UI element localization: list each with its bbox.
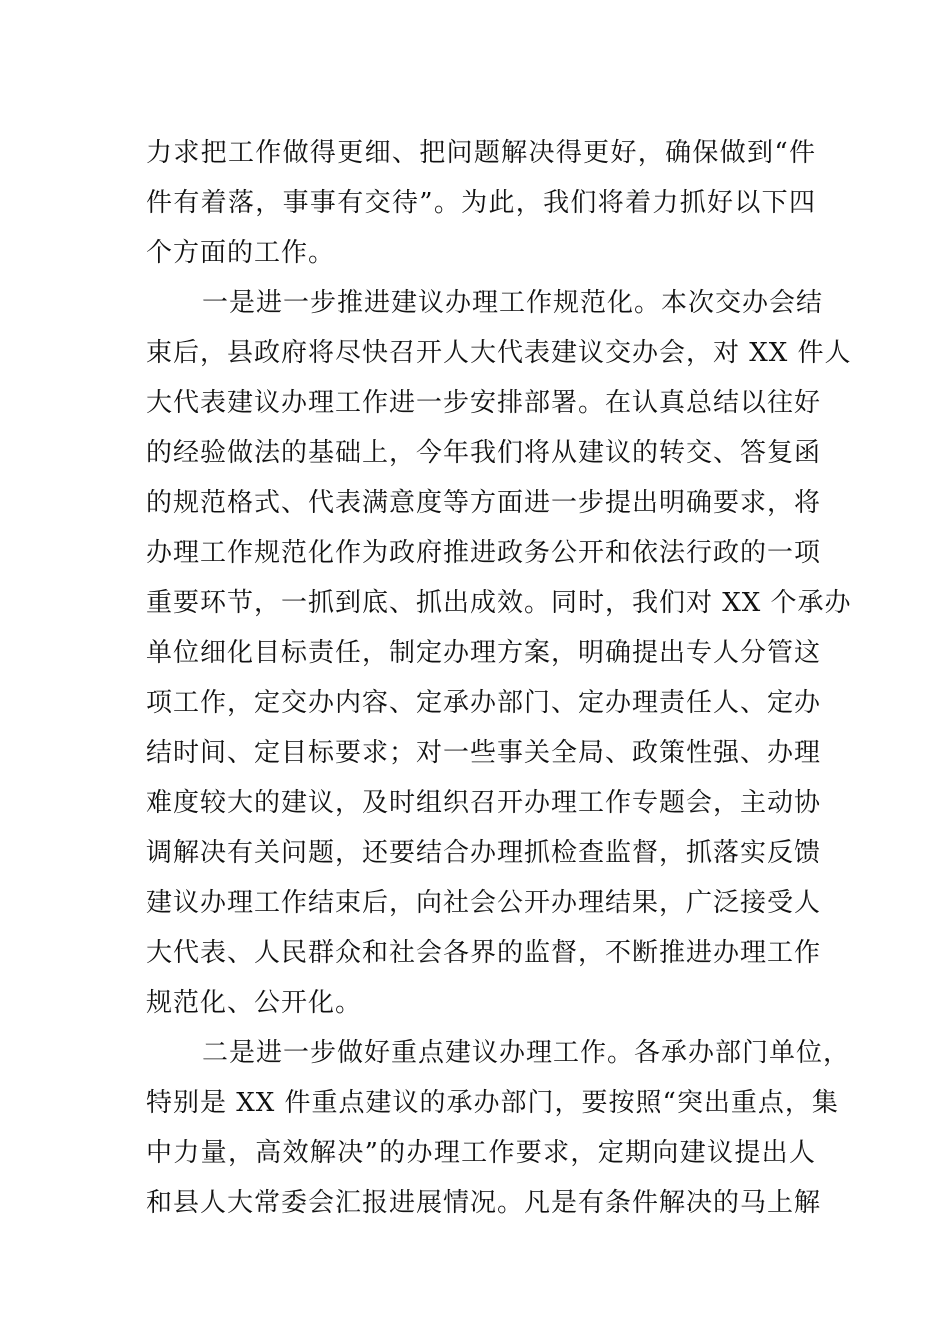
text-line: 个方面的工作。 — [146, 238, 336, 268]
text-line: 重要环节，一抓到底、抓出成效。同时，我们对 XX 个承办 — [146, 588, 852, 618]
text-line: 力求把工作做得更细、把问题解决得更好，确保做到“件 — [146, 138, 816, 168]
text-line: 束后，县政府将尽快召开人大代表建议交办会，对 XX 件人 — [146, 338, 852, 368]
text-line: 和县人大常委会汇报进展情况。凡是有条件解决的马上解 — [146, 1188, 822, 1218]
text-line: 建议办理工作结束后，向社会公开办理结果，广泛接受人 — [146, 888, 822, 918]
text-line: 二是进一步做好重点建议办理工作。各承办部门单位， — [202, 1038, 851, 1068]
text-line: 大代表建议办理工作进一步安排部署。在认真总结以往好 — [146, 388, 822, 418]
paragraph-point-two — [146, 1028, 851, 1228]
text-line: 难度较大的建议，及时组织召开办理工作专题会，主动协 — [146, 788, 822, 818]
text-line: 办理工作规范化作为政府推进政务公开和依法行政的一项 — [146, 538, 822, 568]
text-line: 件有着落，事事有交待”。为此，我们将着力抓好以下四 — [146, 188, 816, 218]
paragraph-intro-continued — [146, 128, 816, 278]
text-line: 特别是 XX 件重点建议的承办部门，要按照“突出重点，集 — [146, 1088, 839, 1118]
text-line: 的经验做法的基础上，今年我们将从建议的转交、答复函 — [146, 438, 822, 468]
text-line: 单位细化目标责任，制定办理方案，明确提出专人分管这 — [146, 638, 822, 668]
text-line: 项工作，定交办内容、定承办部门、定办理责任人、定办 — [146, 688, 822, 718]
text-line: 大代表、人民群众和社会各界的监督，不断推进办理工作 — [146, 938, 822, 968]
text-line: 中力量，高效解决”的办理工作要求，定期向建议提出人 — [146, 1138, 816, 1168]
text-line: 调解决有关问题，还要结合办理抓检查监督，抓落实反馈 — [146, 838, 822, 868]
document-body — [146, 128, 852, 1228]
text-line: 规范化、公开化。 — [146, 988, 363, 1018]
text-line: 一是进一步推进建议办理工作规范化。本次交办会结 — [202, 288, 824, 318]
text-line: 结时间、定目标要求；对一些事关全局、政策性强、办理 — [146, 738, 822, 768]
text-line: 的规范格式、代表满意度等方面进一步提出明确要求，将 — [146, 488, 822, 518]
paragraph-point-one — [146, 278, 852, 1028]
